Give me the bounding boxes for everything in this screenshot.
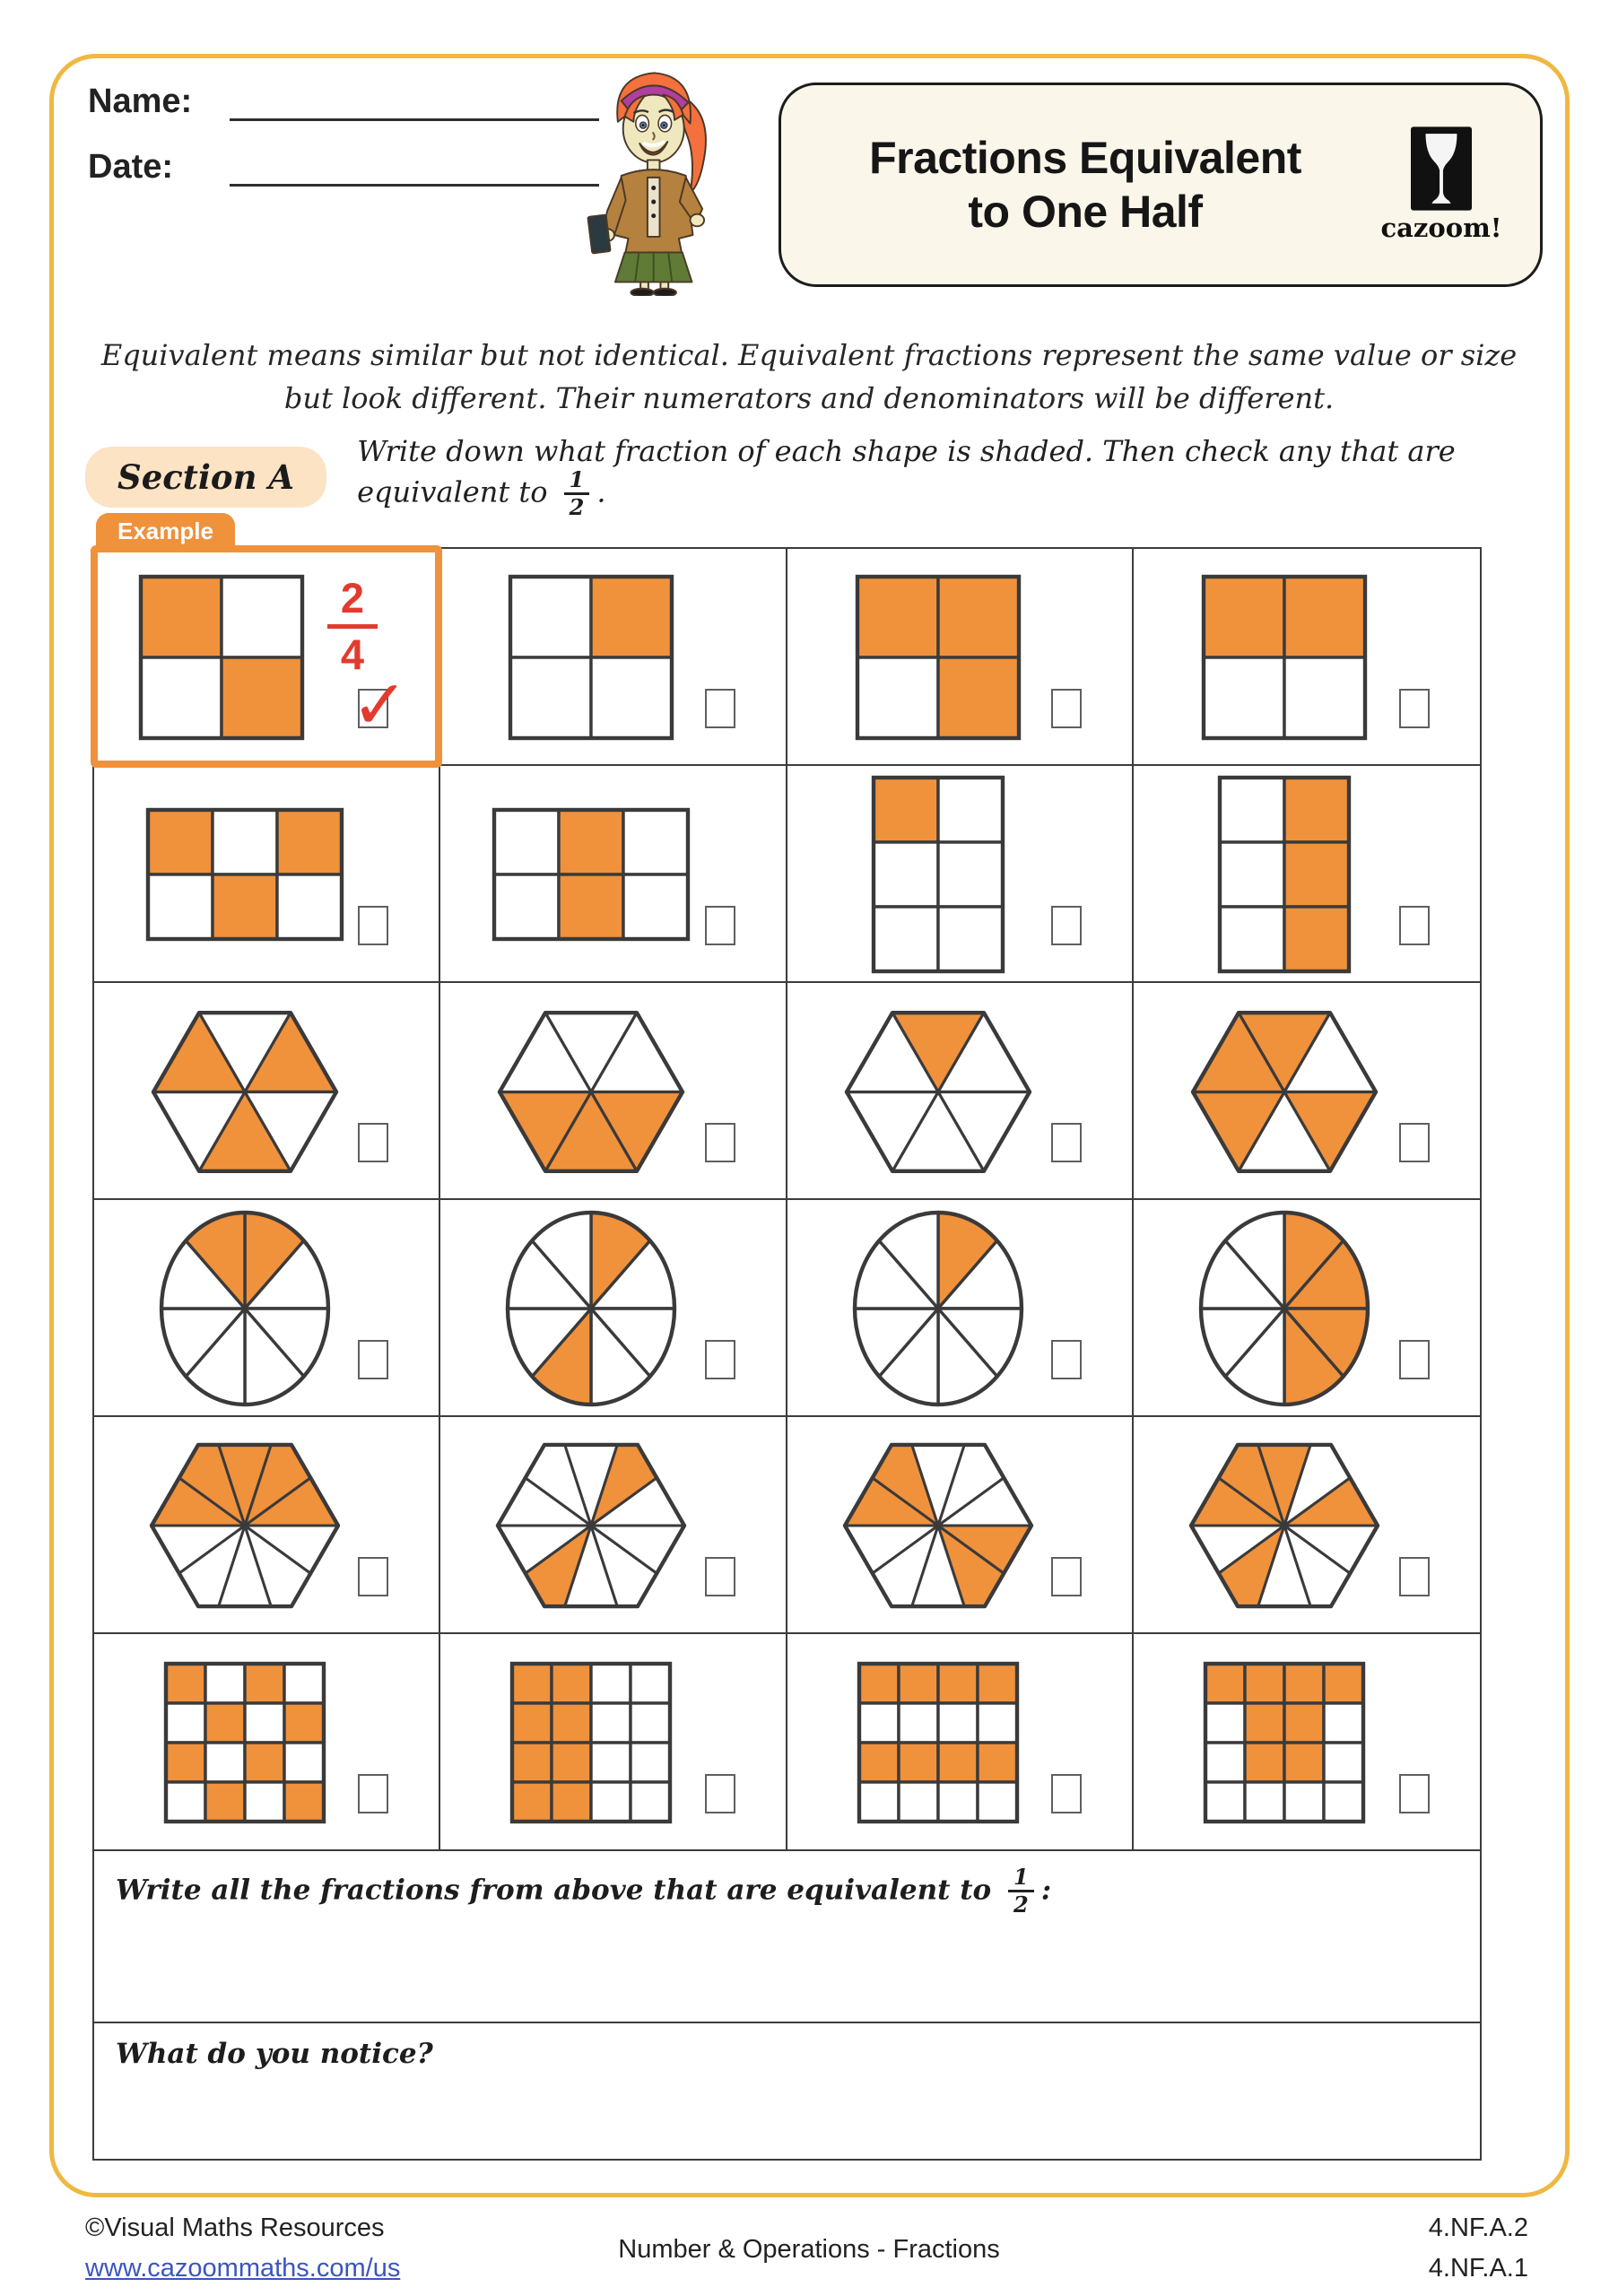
fraction-cell [787, 1417, 1134, 1634]
fraction-shape [850, 1208, 1026, 1409]
copyright-text: ©Visual Maths Resources [85, 2213, 385, 2242]
notice-answer-area[interactable]: What do you notice? [116, 2038, 433, 2070]
fraction-cell [1134, 1417, 1480, 1634]
fraction-cell [1134, 1634, 1480, 1851]
fraction-cell [94, 766, 440, 983]
date-input-line[interactable] [230, 148, 599, 187]
footer-standards: 4.NF.A.2 4.NF.A.1 [1428, 2213, 1528, 2283]
equivalence-checkbox[interactable] [1051, 1557, 1082, 1596]
logo-wordmark: cazoom! [1380, 213, 1502, 243]
fraction-cell [1134, 983, 1480, 1200]
equivalence-checkbox[interactable] [705, 1774, 735, 1813]
section-a-label: Section A [85, 447, 326, 508]
fraction-cell [1134, 549, 1480, 766]
fraction-cell [440, 1634, 787, 1851]
fraction-shape [1201, 1659, 1368, 1826]
shape-row [94, 983, 1480, 1200]
equivalence-checkbox[interactable] [358, 1557, 388, 1596]
example-checkmark-icon: ✓ [351, 665, 409, 744]
student-cartoon-icon [563, 52, 756, 296]
fraction-shape [840, 1440, 1036, 1611]
equivalence-checkbox[interactable] [1051, 906, 1082, 945]
fraction-cell [440, 1417, 787, 1634]
fraction-shape [853, 572, 1023, 743]
shape-row [94, 517, 1480, 766]
fraction-cell [440, 1200, 787, 1417]
date-label: Date: [88, 148, 174, 186]
shape-row [94, 1417, 1480, 1634]
equivalence-checkbox[interactable] [358, 1774, 388, 1813]
equivalence-checkbox[interactable] [1051, 1123, 1082, 1162]
fraction-cell [94, 1634, 440, 1851]
intro-text: Equivalent means similar but not identical. Equivalent fractions represent the same value or size but look different. Their numerators and denominators will be different. [100, 338, 1518, 415]
name-input-line[interactable] [230, 83, 599, 121]
equivalence-checkbox[interactable] [1051, 1774, 1082, 1813]
fraction-shape [495, 1008, 687, 1176]
equivalence-checkbox[interactable] [1399, 689, 1430, 728]
equivalence-checkbox[interactable] [1051, 1340, 1082, 1379]
fraction-shape [1188, 1008, 1380, 1176]
equivalence-checkbox[interactable] [358, 906, 388, 945]
equivalence-checkbox[interactable] [358, 1340, 388, 1379]
fraction-cell [94, 1200, 440, 1417]
equivalence-checkbox[interactable] [705, 1557, 735, 1596]
fraction-cell [440, 983, 787, 1200]
example-cell [94, 517, 440, 766]
equivalence-checkbox[interactable] [358, 1123, 388, 1162]
equivalence-checkbox[interactable] [705, 689, 735, 728]
equivalence-checkbox[interactable] [1399, 906, 1430, 945]
fraction-cell [94, 1417, 440, 1634]
fraction-shape [144, 805, 346, 944]
website-link[interactable]: www.cazoommaths.com/us [85, 2253, 401, 2283]
equivalence-checkbox[interactable] [1399, 1774, 1430, 1813]
equivalence-checkbox[interactable] [1399, 1340, 1430, 1379]
equivalence-checkbox[interactable] [1399, 1557, 1430, 1596]
title-box [779, 83, 1543, 287]
fraction-cell [787, 1634, 1134, 1851]
section-a-row [85, 434, 1555, 520]
equivalence-checkbox[interactable] [705, 1123, 735, 1162]
fraction-shape [508, 1659, 674, 1826]
fraction-shape [855, 1659, 1022, 1826]
page-title: Fractions Equivalent to One Half [869, 133, 1301, 237]
cazoom-glass-icon [1411, 126, 1472, 211]
fraction-shape [842, 1008, 1034, 1176]
example-tab-label: Example [96, 513, 235, 549]
fraction-shape [147, 1440, 343, 1611]
fraction-shape [149, 1008, 341, 1176]
equivalence-checkbox[interactable] [1399, 1123, 1430, 1162]
one-half-fraction: $\frac{1}{2}$ [1008, 1866, 1034, 1918]
fraction-cell [440, 549, 787, 766]
fraction-shape [136, 572, 307, 743]
fraction-cell [440, 766, 787, 983]
shape-rows [94, 517, 1480, 1851]
fraction-shape [503, 1208, 679, 1409]
name-label: Name: [88, 83, 193, 120]
shape-row [94, 766, 1480, 983]
name-date-block [88, 83, 599, 213]
fraction-shape [157, 1208, 333, 1409]
example-fraction: $\frac{2}{4}$ [327, 576, 378, 677]
equivalence-checkbox[interactable] [705, 1340, 735, 1379]
fraction-cell [94, 983, 440, 1200]
fraction-shape [869, 773, 1007, 976]
equivalence-checkbox[interactable] [1051, 689, 1082, 728]
fraction-cell [1134, 766, 1480, 983]
fraction-shapes-grid [92, 517, 1482, 2161]
fraction-shape [490, 805, 692, 944]
fraction-shape [1199, 572, 1370, 743]
shape-row [94, 1200, 1480, 1417]
fraction-shape [506, 572, 676, 743]
cazoom-logo [1366, 126, 1517, 243]
fraction-shape [1215, 773, 1353, 976]
fraction-shape [1187, 1440, 1382, 1611]
write-fractions-answer-area[interactable]: Write all the fractions from above that are equivalent to $\frac{1}{2}$ : [94, 1851, 1480, 2023]
fraction-shape [493, 1440, 689, 1611]
section-a-instruction: Write down what fraction of each shape is shaded. Then check any that are equivalent to $\frac{1}{2}$ . [357, 434, 1456, 521]
fraction-cell [787, 983, 1134, 1200]
shape-row [94, 1634, 1480, 1851]
fraction-cell [787, 1200, 1134, 1417]
equivalence-checkbox[interactable] [705, 906, 735, 945]
fraction-cell [787, 766, 1134, 983]
fraction-shape [161, 1659, 328, 1826]
fraction-cell [787, 549, 1134, 766]
footer-topic: Number & Operations - Fractions [618, 2235, 1000, 2264]
one-half-fraction: $\frac{1}{2}$ [564, 468, 590, 520]
fraction-shape [1196, 1208, 1372, 1409]
fraction-cell [1134, 1200, 1480, 1417]
